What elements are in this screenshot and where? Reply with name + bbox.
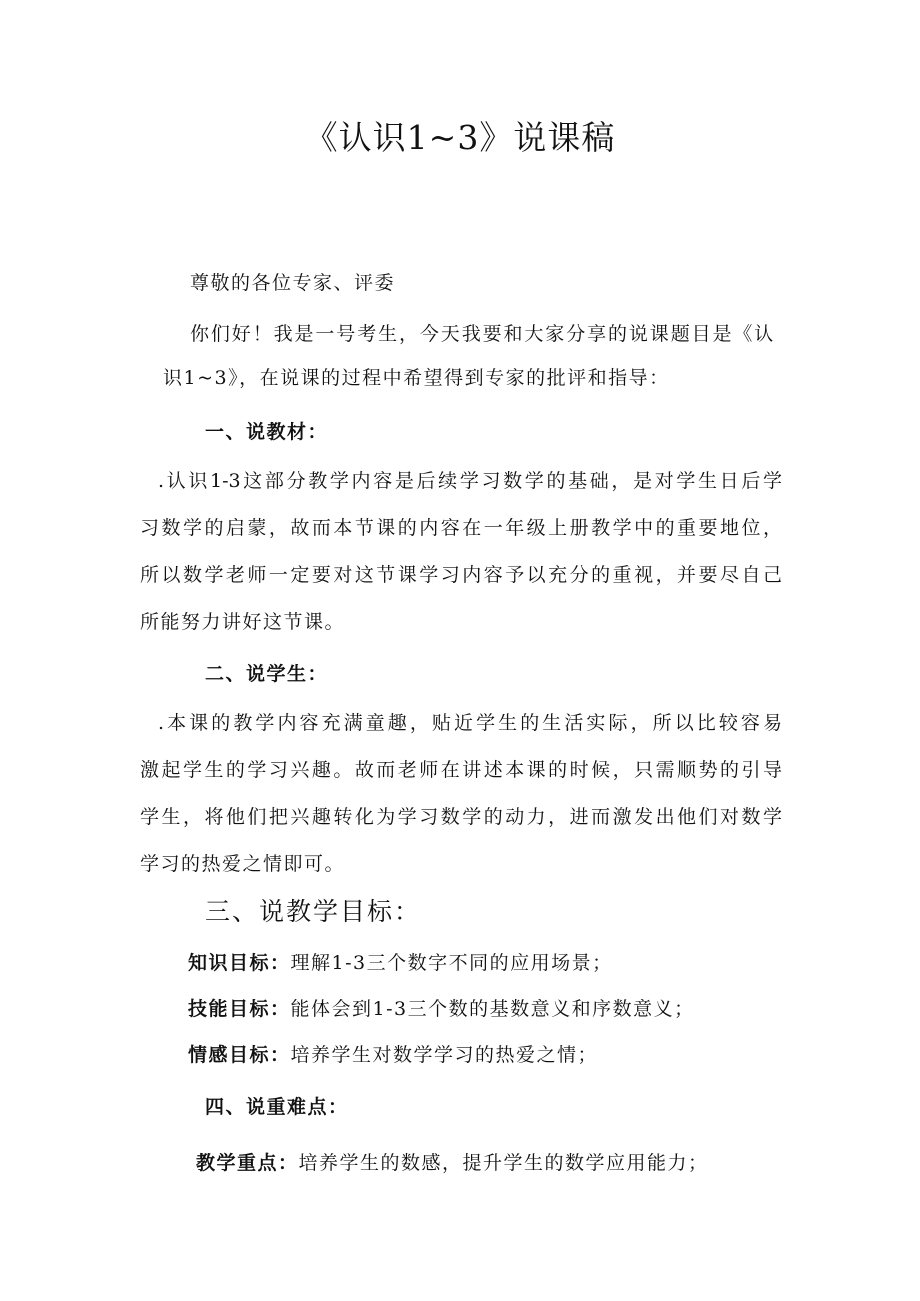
- greeting: 尊敬的各位专家、评委: [190, 272, 396, 294]
- goal-text: 培养学生对数学学习的热爱之情；: [290, 1044, 599, 1066]
- paragraph-line: 习数学的启蒙，故而本节课的内容在一年级上册教学中的重要地位，: [140, 517, 782, 539]
- goal-text: 能体会到1-3三个数的基数意义和序数意义；: [290, 998, 695, 1020]
- intro-line: 你们好！我是一号考生，今天我要和大家分享的说课题目是《认: [190, 323, 776, 345]
- paragraph-line: .本课的教学内容充满童趣，贴近学生的生活实际，所以比较容易: [158, 712, 782, 734]
- key-point-label: 教学重点：: [196, 1152, 299, 1174]
- goal-item: [188, 994, 695, 1021]
- goal-item: [188, 948, 613, 975]
- goal-label: 知识目标：: [188, 952, 291, 974]
- paragraph-line: 所能努力讲好这节课。: [140, 611, 346, 633]
- section-heading: 一、说教材：: [205, 421, 329, 443]
- key-point-text: 培养学生的数感，提升学生的数学应用能力；: [298, 1152, 709, 1174]
- section-heading: 二、说学生：: [205, 663, 329, 685]
- paragraph-line: 激起学生的学习兴趣。故而老师在讲述本课的时候，只需顺势的引导: [140, 759, 782, 781]
- section-heading: 三、说教学目标：: [205, 897, 422, 926]
- paragraph-line: 学习的热爱之情即可。: [140, 853, 346, 875]
- intro-line: 识1~3》，在说课的过程中希望得到专家的批评和指导：: [163, 367, 670, 389]
- paragraph-line: .认识1-3这部分教学内容是后续学习数学的基础，是对学生日后学: [158, 470, 782, 492]
- paragraph-line: 学生，将他们把兴趣转化为学习数学的动力，进而激发出他们对数学: [140, 806, 782, 828]
- goal-label: 技能目标：: [188, 998, 291, 1020]
- goal-text: 理解1-3三个数字不同的应用场景；: [290, 952, 613, 974]
- section-heading: 四、说重难点：: [205, 1096, 349, 1118]
- paragraph-line: 所以数学老师一定要对这节课学习内容予以充分的重视，并要尽自己: [140, 564, 782, 586]
- key-point: [196, 1148, 709, 1175]
- goal-label: 情感目标：: [188, 1044, 291, 1066]
- goal-item: [188, 1040, 598, 1067]
- document-title: 《认识1~3》说课稿: [304, 118, 616, 157]
